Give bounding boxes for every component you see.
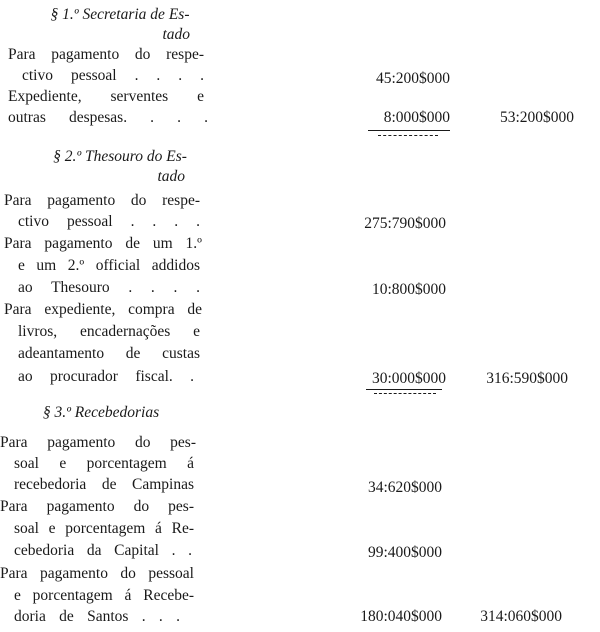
section-3-line-5: soal e porcentagem á Re- <box>14 520 194 537</box>
section-1-amount-1: 45:200$000 <box>375 70 450 87</box>
section-2-line-8: adeantamento de custas <box>18 345 200 362</box>
section-3-line-8: e porcentagem á Recebe- <box>14 587 194 604</box>
section-1-subtotal-rule-2 <box>378 135 438 136</box>
section-1-line-2: ctivo pessoal . . . . <box>22 67 204 84</box>
section-2-line-3: Para pagamento de um 1.º <box>4 235 202 252</box>
section-2-subtotal-rule <box>366 389 442 390</box>
section-2-amount-2: 10:800$000 <box>371 281 446 298</box>
section-1-line-4: outras despesas. . . . <box>8 109 208 126</box>
section-1-heading-line-1: § 1.º Secretaria de Es- <box>50 6 190 23</box>
section-3-line-4: Para pagamento do pes- <box>0 498 194 515</box>
section-1-line-1: Para pagamento do respe- <box>8 46 204 63</box>
section-3-heading: § 3.º Recebedorias <box>42 404 160 421</box>
section-3-line-2: soal e porcentagem á <box>14 455 194 472</box>
section-3-line-1: Para pagamento do pes- <box>0 434 196 451</box>
section-3-amount-2: 99:400$000 <box>367 544 442 561</box>
section-1-total: 53:200$000 <box>499 109 574 126</box>
section-1-line-3: Expediente, serventes e <box>8 88 204 105</box>
section-2-subtotal-rule-2 <box>374 393 436 394</box>
section-1-heading-line-2: tado <box>162 26 190 43</box>
section-3-amount-1: 34:620$000 <box>367 479 442 496</box>
section-3-line-7: Para pagamento do pessoal <box>0 565 194 582</box>
section-2-line-5: ao Thesouro . . . . <box>18 279 200 296</box>
section-2-line-6: Para expediente, compra de <box>4 301 202 318</box>
section-2-total: 316:590$000 <box>486 370 568 387</box>
section-1-amount-2: 8:000$000 <box>383 109 450 126</box>
section-2-amount-1: 275:790$000 <box>364 215 446 232</box>
section-2-heading-line-2: tado <box>157 168 185 185</box>
section-2-line-9: ao procurador fiscal. . <box>18 368 194 385</box>
section-3-amount-3: 180:040$000 <box>360 608 442 625</box>
section-2-line-4: e um 2.º official addidos <box>18 257 200 274</box>
section-2-heading-line-1: § 2.º Thesouro do Es- <box>53 148 187 165</box>
section-3-total: 314:060$000 <box>480 608 562 625</box>
section-1-subtotal-rule <box>368 130 450 131</box>
section-3-line-3: recebedoria de Campinas <box>14 476 194 493</box>
section-3-line-6: cebedoria da Capital . . <box>14 542 192 559</box>
section-2-amount-3: 30:000$000 <box>371 370 446 387</box>
section-2-line-1: Para pagamento do respe- <box>4 192 200 209</box>
section-3-line-9: doria de Santos . . . <box>14 608 180 625</box>
section-2-line-7: livros, encadernações e <box>18 323 200 340</box>
section-2-line-2: ctivo pessoal . . . . <box>18 213 200 230</box>
